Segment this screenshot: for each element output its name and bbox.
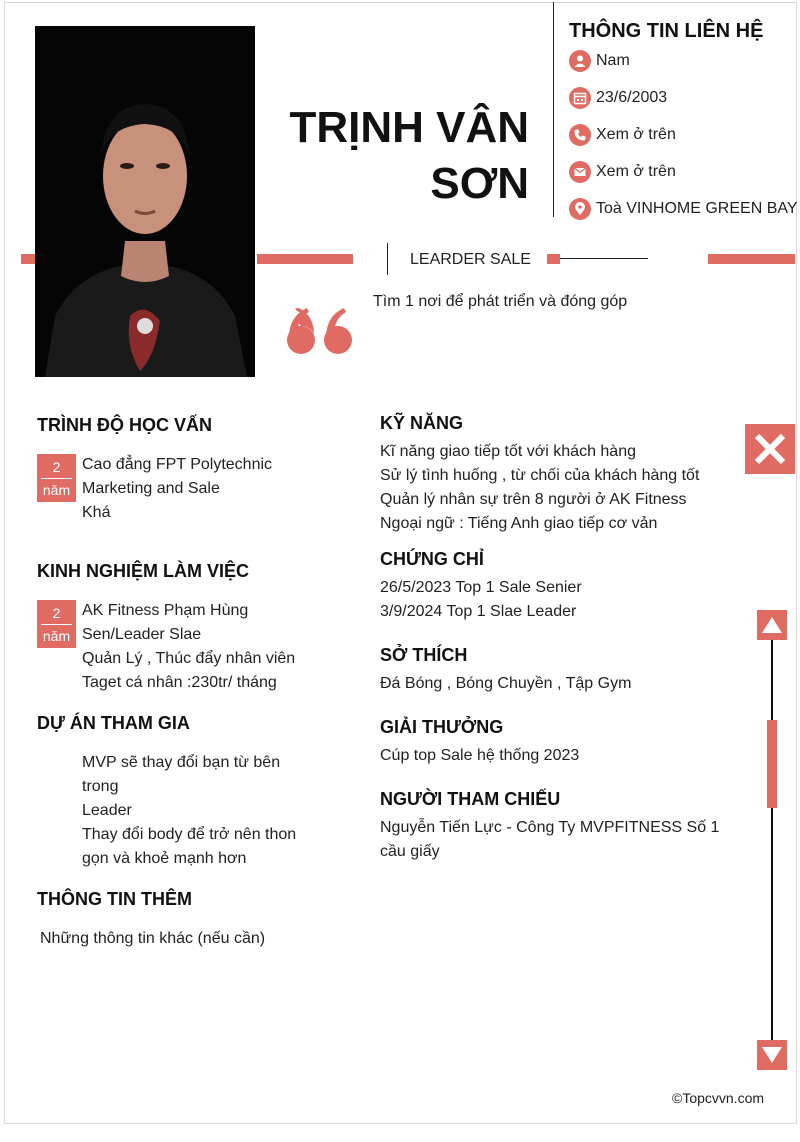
arrow-up-icon [761, 616, 783, 634]
experience-details [82, 599, 295, 695]
experience-years: 2 [52, 604, 61, 621]
quote-icon [287, 308, 353, 359]
accent-bar-right [708, 254, 795, 264]
hobbies-text: Đá Bóng , Bóng Chuyền , Tập Gym [380, 675, 632, 692]
contact-address [569, 198, 798, 220]
phone-icon [569, 124, 591, 146]
contact-phone [569, 124, 676, 146]
close-icon [754, 433, 786, 465]
accent-bar-small [547, 254, 560, 264]
full-name [229, 100, 529, 212]
position-line [560, 258, 648, 259]
email-value: Xem ở trên [596, 163, 676, 180]
contact-email [569, 161, 676, 183]
education-years: 2 [52, 458, 61, 475]
location-icon [569, 198, 591, 220]
extra-info-text: Những thông tin khác (nếu cần) [40, 930, 266, 947]
scroll-down-button[interactable] [757, 1040, 787, 1070]
contact-gender [569, 50, 630, 72]
skill-item: Quản lý nhân sự trên 8 người ở AK Fitness [380, 491, 687, 508]
user-icon [569, 50, 591, 72]
experience-company: AK Fitness Phạm Hùng [82, 602, 249, 619]
arrow-down-icon [761, 1046, 783, 1064]
skills-list [380, 440, 699, 536]
skill-item: Sử lý tình huống , từ chối của khách hàng tốt [380, 467, 700, 484]
education-details [82, 453, 272, 525]
extra-info-title: THÔNG TIN THÊM [37, 889, 192, 909]
education-title: TRÌNH ĐỘ HỌC VẤN [37, 415, 212, 435]
experience-years-badge [37, 600, 76, 648]
certificate-item: 26/5/2023 Top 1 Sale Senier [380, 579, 582, 596]
experience-duty: Quản Lý , Thúc đẩy nhân viên [82, 650, 296, 667]
skills-title: KỸ NĂNG [380, 413, 464, 433]
hobbies-title: SỞ THÍCH [380, 645, 468, 665]
experience-target: Taget cá nhân :230tr/ tháng [82, 674, 277, 691]
education-grade: Khá [82, 504, 111, 521]
skill-item: Kĩ năng giao tiếp tốt với khách hàng [380, 443, 636, 460]
accent-bar-left [21, 254, 35, 264]
contact-birthday [569, 87, 667, 109]
close-button[interactable] [745, 424, 795, 474]
accent-bar-middle [257, 254, 353, 264]
copyright-text: ©Topcvvn.com [672, 1090, 765, 1106]
certificates-list [380, 576, 582, 624]
scrollbar-thumb[interactable] [767, 720, 777, 808]
career-objective: Tìm 1 nơi để phát triển và đóng góp [373, 293, 628, 310]
projects-details [82, 751, 314, 871]
project-line: Thay đổi body để trở nên thon [82, 826, 297, 843]
reference-line-2: cầu giấy [380, 843, 440, 860]
scrollbar-track[interactable] [771, 640, 773, 1040]
references-title: NGƯỜI THAM CHIẾU [380, 789, 561, 809]
projects-title: DỰ ÁN THAM GIA [37, 713, 190, 733]
project-line: trong [82, 778, 119, 795]
certificates-title: CHỨNG CHỈ [380, 549, 484, 569]
education-school: Cao đẳng FPT Polytechnic [82, 456, 273, 473]
birthday-value: 23/6/2003 [596, 89, 668, 106]
phone-value: Xem ở trên [596, 126, 676, 143]
education-major: Marketing and Sale [82, 480, 220, 497]
references-text [380, 816, 724, 864]
position-title: LEARDER SALE [410, 251, 531, 268]
awards-title: GIẢI THƯỞNG [380, 717, 504, 737]
scroll-up-button[interactable] [757, 610, 787, 640]
contact-divider [553, 2, 554, 217]
gender-value: Nam [596, 52, 630, 69]
name-line-2: SƠN [430, 159, 529, 208]
name-line-1: TRỊNH VÂN [289, 103, 529, 152]
experience-years-unit: năm [42, 627, 71, 644]
position-divider [387, 243, 388, 275]
profile-photo [35, 26, 255, 377]
project-line: Leader [82, 802, 132, 819]
experience-role: Sen/Leader Slae [82, 626, 202, 643]
reference-line-1: Nguyễn Tiến Lực - Công Ty MVPFITNESS Số 1 [380, 819, 720, 836]
project-line: gọn và khoẻ mạnh hơn [82, 850, 247, 867]
education-years-unit: năm [42, 481, 71, 498]
experience-title: KINH NGHIỆM LÀM VIỆC [37, 561, 250, 581]
awards-text: Cúp top Sale hệ thống 2023 [380, 747, 580, 764]
education-years-badge [37, 454, 76, 502]
mail-icon [569, 161, 591, 183]
address-value: Toà VINHOME GREEN BAY [596, 200, 798, 217]
contact-title: THÔNG TIN LIÊN HỆ [569, 20, 764, 42]
calendar-icon [569, 87, 591, 109]
project-line: MVP sẽ thay đổi bạn từ bên [82, 754, 281, 771]
skill-item: Ngoại ngữ : Tiếng Anh giao tiếp cơ vản [380, 515, 658, 532]
certificate-item: 3/9/2024 Top 1 Slae Leader [380, 603, 577, 620]
